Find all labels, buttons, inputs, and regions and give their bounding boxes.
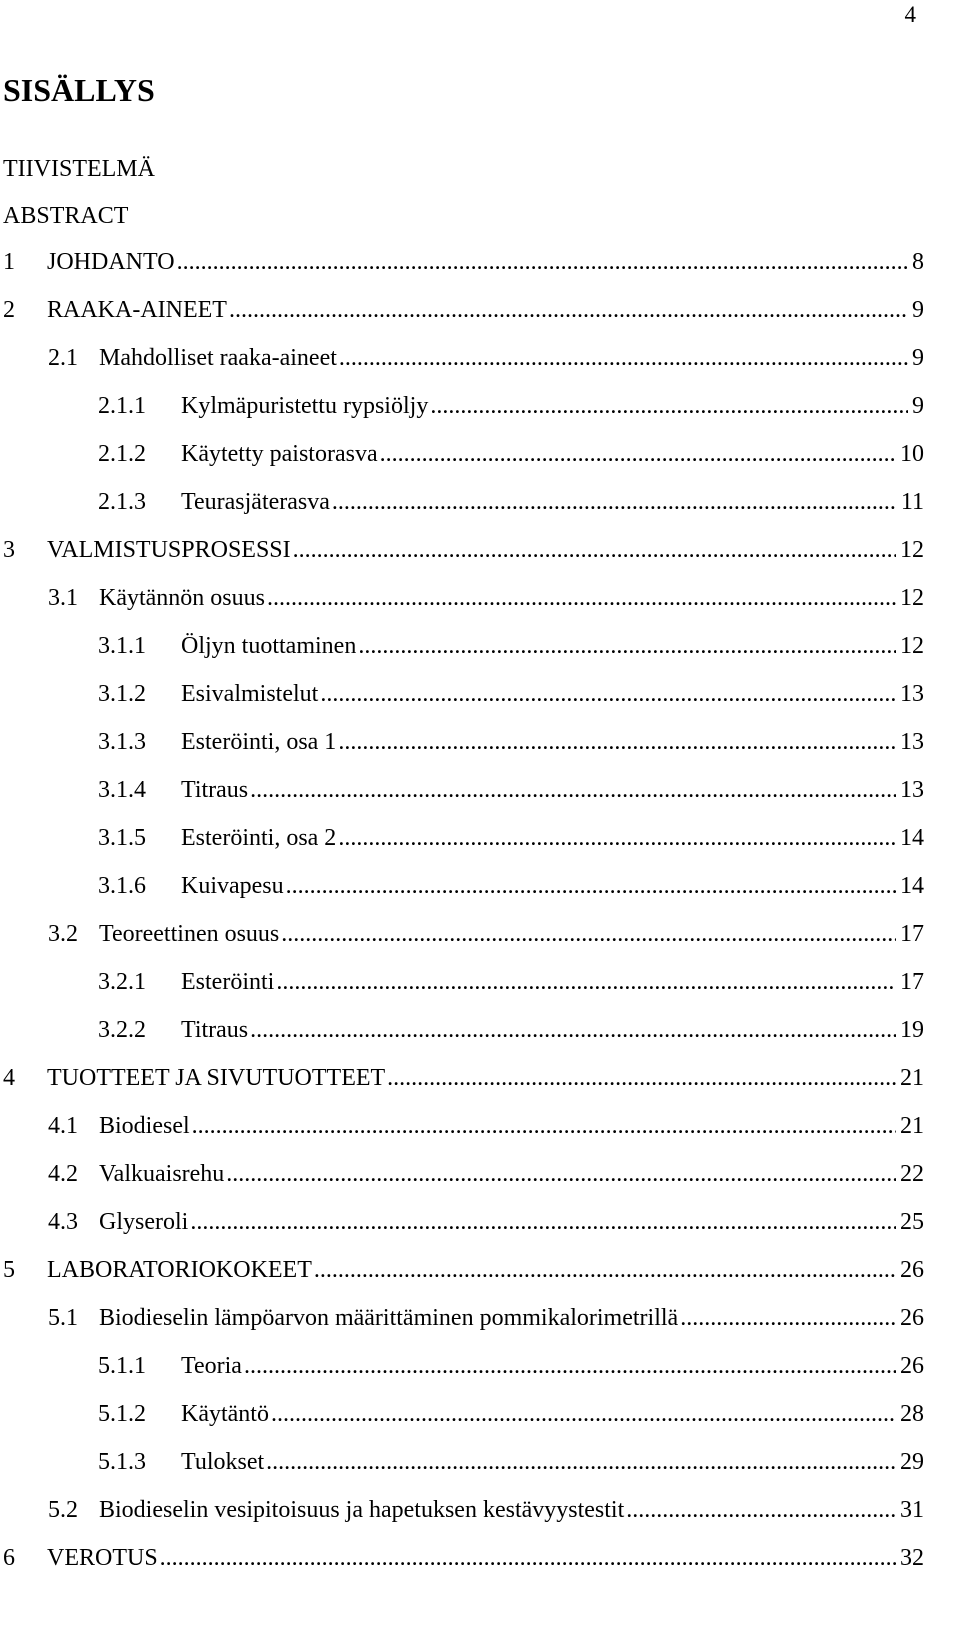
toc-entry[interactable]: [0, 1401, 924, 1449]
toc-dot-leader: [387, 1065, 896, 1092]
toc-entry-label: Biodiesel: [99, 1113, 190, 1139]
toc-entry-label: Esteröinti: [181, 969, 275, 995]
toc-entry-label: Käytäntö: [181, 1401, 269, 1427]
toc-entry-page: 13: [900, 681, 924, 707]
toc-entry-number: 3.1: [48, 585, 78, 611]
toc-dot-leader: [314, 1257, 896, 1284]
toc-entry-label: JOHDANTO: [47, 249, 175, 275]
toc-entry-page: 22: [900, 1161, 924, 1187]
page-number: 4: [904, 2, 916, 27]
toc-entry-label: Kylmäpuristettu rypsiöljy: [181, 393, 429, 419]
toc-entry[interactable]: [0, 441, 924, 489]
toc-entry-number: 2.1.1: [98, 393, 146, 419]
toc-entry-label: Öljyn tuottaminen: [181, 633, 357, 659]
toc-entry-label: Esteröinti, osa 2: [181, 825, 337, 851]
toc-entry-page: 32: [900, 1545, 924, 1571]
toc-entry-page: 13: [900, 729, 924, 755]
toc-entry-number: 3.1.6: [98, 873, 146, 899]
toc-dot-leader: [680, 1305, 896, 1332]
toc-entry-number: 5.1.1: [98, 1353, 146, 1379]
toc-entry-page: 9: [912, 345, 924, 371]
toc-entry-number: 3.1.3: [98, 729, 146, 755]
toc-entry[interactable]: [0, 393, 924, 441]
toc-dot-leader: [226, 1161, 896, 1188]
toc-entry[interactable]: [0, 1449, 924, 1497]
toc-entry[interactable]: [0, 825, 924, 873]
toc-entry-page: 11: [900, 489, 924, 515]
toc-entry-label: Käytännön osuus: [99, 585, 265, 611]
toc-dot-leader: [358, 633, 896, 660]
toc-entry-number: 2.1.3: [98, 489, 146, 515]
toc-entry[interactable]: [0, 1305, 924, 1353]
toc-entry-label: VALMISTUSPROSESSI: [47, 537, 291, 563]
toc-dot-leader: [380, 441, 896, 468]
toc-entry-number: 3.1.1: [98, 633, 146, 659]
toc-dot-leader: [281, 921, 896, 948]
toc-entry[interactable]: [0, 1161, 924, 1209]
toc-entry[interactable]: [0, 729, 924, 777]
toc-entry-page: 13: [900, 777, 924, 803]
table-of-contents: [0, 249, 924, 1593]
toc-entry[interactable]: [0, 1257, 924, 1305]
toc-dot-leader: [244, 1353, 896, 1380]
toc-entry-page: 17: [900, 921, 924, 947]
toc-entry-number: 5.1.3: [98, 1449, 146, 1475]
toc-entry-page: 19: [900, 1017, 924, 1043]
toc-entry-number: 2: [3, 297, 15, 323]
toc-dot-leader: [271, 1401, 896, 1428]
front-entry-abstract: ABSTRACT: [3, 203, 129, 229]
toc-entry[interactable]: [0, 249, 924, 297]
toc-dot-leader: [332, 489, 897, 516]
toc-entry[interactable]: [0, 921, 924, 969]
toc-entry-number: 6: [3, 1545, 15, 1571]
toc-entry-label: Teoreettinen osuus: [99, 921, 280, 947]
toc-entry-page: 8: [912, 249, 924, 275]
toc-entry[interactable]: [0, 1113, 924, 1161]
toc-entry-number: 4.3: [48, 1209, 78, 1235]
toc-dot-leader: [276, 969, 896, 996]
toc-entry-number: 3.2.2: [98, 1017, 146, 1043]
toc-entry-number: 5.1: [48, 1305, 78, 1331]
toc-dot-leader: [160, 1545, 896, 1572]
toc-entry[interactable]: [0, 1209, 924, 1257]
toc-entry[interactable]: [0, 1017, 924, 1065]
toc-entry-number: 5.2: [48, 1497, 78, 1523]
toc-entry-page: 9: [912, 297, 924, 323]
toc-entry-label: Mahdolliset raaka-aineet: [99, 345, 337, 371]
toc-entry-label: LABORATORIOKOKEET: [47, 1257, 312, 1283]
toc-entry-number: 1: [3, 249, 15, 275]
toc-entry[interactable]: [0, 1353, 924, 1401]
toc-entry-page: 14: [900, 825, 924, 851]
toc-entry-label: Käytetty paistorasva: [181, 441, 378, 467]
toc-entry-page: 12: [900, 585, 924, 611]
toc-entry-page: 10: [900, 441, 924, 467]
toc-entry-page: 26: [900, 1305, 924, 1331]
toc-entry[interactable]: [0, 1497, 924, 1545]
toc-entry-label: Esivalmistelut: [181, 681, 319, 707]
toc-dot-leader: [320, 681, 896, 708]
toc-entry-label: VEROTUS: [47, 1545, 158, 1571]
toc-entry-number: 2.1.2: [98, 441, 146, 467]
toc-entry-number: 2.1: [48, 345, 78, 371]
toc-dot-leader: [190, 1209, 896, 1236]
toc-entry-page: 21: [900, 1113, 924, 1139]
toc-entry[interactable]: [0, 1065, 924, 1113]
toc-dot-leader: [250, 777, 896, 804]
toc-dot-leader: [626, 1497, 896, 1524]
toc-entry-label: Teurasjäterasva: [181, 489, 330, 515]
toc-entry[interactable]: [0, 1545, 924, 1593]
toc-entry-page: 31: [900, 1497, 924, 1523]
toc-entry-label: Tulokset: [181, 1449, 265, 1475]
toc-dot-leader: [192, 1113, 896, 1140]
toc-entry-number: 4.1: [48, 1113, 78, 1139]
toc-dot-leader: [177, 249, 908, 276]
toc-entry-number: 3.1.5: [98, 825, 146, 851]
toc-entry-page: 25: [900, 1209, 924, 1235]
toc-entry-number: 5.1.2: [98, 1401, 146, 1427]
toc-entry-label: Teoria: [181, 1353, 242, 1379]
toc-entry-number: 3.1.2: [98, 681, 146, 707]
toc-dot-leader: [430, 393, 908, 420]
toc-entry-label: Kuivapesu: [181, 873, 284, 899]
page-title: SISÄLLYS: [3, 72, 155, 108]
toc-entry-number: 5: [3, 1257, 15, 1283]
toc-entry-label: RAAKA-AINEET: [47, 297, 227, 323]
toc-dot-leader: [250, 1017, 896, 1044]
toc-entry-label: TUOTTEET JA SIVUTUOTTEET: [47, 1065, 386, 1091]
toc-entry-page: 26: [900, 1257, 924, 1283]
toc-entry-page: 9: [912, 393, 924, 419]
toc-entry-page: 14: [900, 873, 924, 899]
toc-entry-page: 21: [900, 1065, 924, 1091]
toc-entry-number: 4.2: [48, 1161, 78, 1187]
toc-entry-label: Titraus: [181, 777, 249, 803]
front-entry-tiivistelma: TIIVISTELMÄ: [3, 156, 155, 182]
toc-entry-page: 26: [900, 1353, 924, 1379]
toc-entry-label: Biodieselin vesipitoisuus ja hapetuksen kestävyystestit: [99, 1497, 625, 1523]
toc-dot-leader: [286, 873, 896, 900]
toc-entry-number: 3: [3, 537, 15, 563]
toc-dot-leader: [339, 345, 908, 372]
toc-dot-leader: [266, 1449, 896, 1476]
toc-entry-label: Titraus: [181, 1017, 249, 1043]
toc-entry[interactable]: [0, 873, 924, 921]
toc-entry-page: 12: [900, 633, 924, 659]
toc-entry-page: 12: [900, 537, 924, 563]
toc-entry-number: 3.1.4: [98, 777, 146, 803]
toc-entry[interactable]: [0, 489, 924, 537]
toc-entry[interactable]: [0, 969, 924, 1017]
toc-entry[interactable]: [0, 345, 924, 393]
toc-entry[interactable]: [0, 297, 924, 345]
toc-dot-leader: [293, 537, 896, 564]
toc-entry[interactable]: [0, 585, 924, 633]
toc-entry-number: 3.2: [48, 921, 78, 947]
toc-entry-page: 29: [900, 1449, 924, 1475]
toc-dot-leader: [229, 297, 908, 324]
toc-entry-label: Esteröinti, osa 1: [181, 729, 337, 755]
toc-entry[interactable]: [0, 681, 924, 729]
toc-entry[interactable]: [0, 777, 924, 825]
toc-entry[interactable]: [0, 537, 924, 585]
toc-entry-number: 4: [3, 1065, 15, 1091]
toc-entry-label: Glyseroli: [99, 1209, 189, 1235]
toc-entry-page: 17: [900, 969, 924, 995]
toc-dot-leader: [338, 729, 896, 756]
toc-entry-page: 28: [900, 1401, 924, 1427]
toc-entry-label: Biodieselin lämpöarvon määrittäminen pommikalorimetrillä: [99, 1305, 679, 1331]
toc-entry[interactable]: [0, 633, 924, 681]
toc-dot-leader: [338, 825, 896, 852]
toc-dot-leader: [267, 585, 896, 612]
toc-entry-label: Valkuaisrehu: [99, 1161, 225, 1187]
toc-entry-number: 3.2.1: [98, 969, 146, 995]
